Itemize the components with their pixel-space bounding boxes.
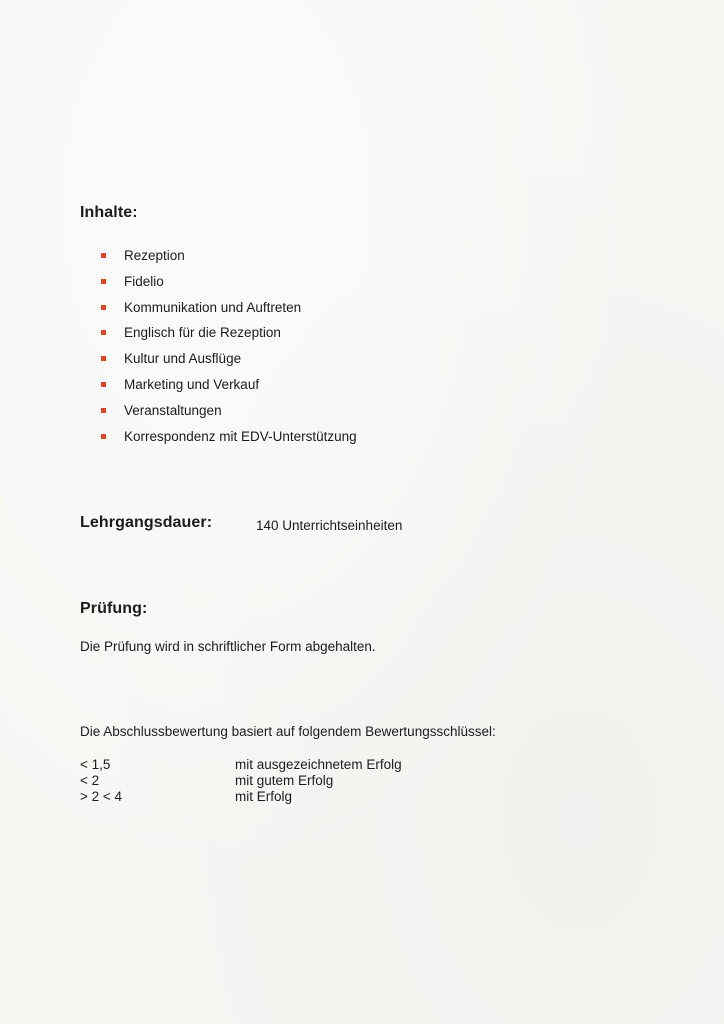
lehrgangsdauer-heading: Lehrgangsdauer: [80, 514, 213, 531]
grade-label: mit ausgezeichnetem Erfolg [235, 757, 402, 772]
grade-range: > 2 < 4 [80, 789, 123, 804]
bewertung-intro: Die Abschlussbewertung basiert auf folgendem Bewertungsschlüssel: [80, 724, 496, 739]
list-item-label: Englisch für die Rezeption [124, 325, 281, 341]
lehrgangsdauer-value: 140 Unterrichtseinheiten [256, 518, 403, 533]
square-bullet-icon [101, 253, 106, 258]
list-item [101, 299, 357, 325]
square-bullet-icon [101, 330, 106, 335]
list-item [101, 428, 357, 454]
list-item-label: Rezeption [124, 248, 185, 263]
grading-table [80, 757, 500, 805]
square-bullet-icon [101, 356, 106, 361]
square-bullet-icon [101, 408, 106, 413]
square-bullet-icon [101, 279, 106, 284]
list-item [101, 402, 357, 428]
list-item-label: Fidelio [124, 273, 164, 289]
list-item [101, 273, 357, 299]
grade-label: mit gutem Erfolg [235, 773, 334, 788]
list-item [101, 376, 357, 402]
inhalte-list [101, 247, 357, 453]
list-item [101, 350, 357, 376]
grade-range: < 2 [80, 773, 100, 788]
grade-row [80, 773, 500, 789]
grade-row [80, 789, 500, 805]
list-item-label: Korrespondenz mit EDV-Unterstützung [124, 428, 357, 444]
pruefung-text: Die Prüfung wird in schriftlicher Form abgehalten. [80, 639, 376, 654]
grade-label: mit Erfolg [235, 789, 293, 804]
list-item-label: Veranstaltungen [124, 402, 222, 418]
square-bullet-icon [101, 305, 106, 310]
list-item-label: Kommunikation und Auftreten [124, 299, 302, 315]
list-item [101, 247, 357, 273]
grade-range: < 1,5 [80, 757, 111, 772]
grade-row [80, 757, 500, 773]
inhalte-heading: Inhalte: [80, 204, 138, 221]
square-bullet-icon [101, 434, 106, 439]
square-bullet-icon [101, 382, 106, 387]
list-item-label: Marketing und Verkauf [124, 376, 260, 392]
pruefung-heading: Prüfung: [80, 600, 148, 617]
list-item-label: Kultur und Ausflüge [124, 351, 242, 367]
list-item [101, 324, 357, 350]
